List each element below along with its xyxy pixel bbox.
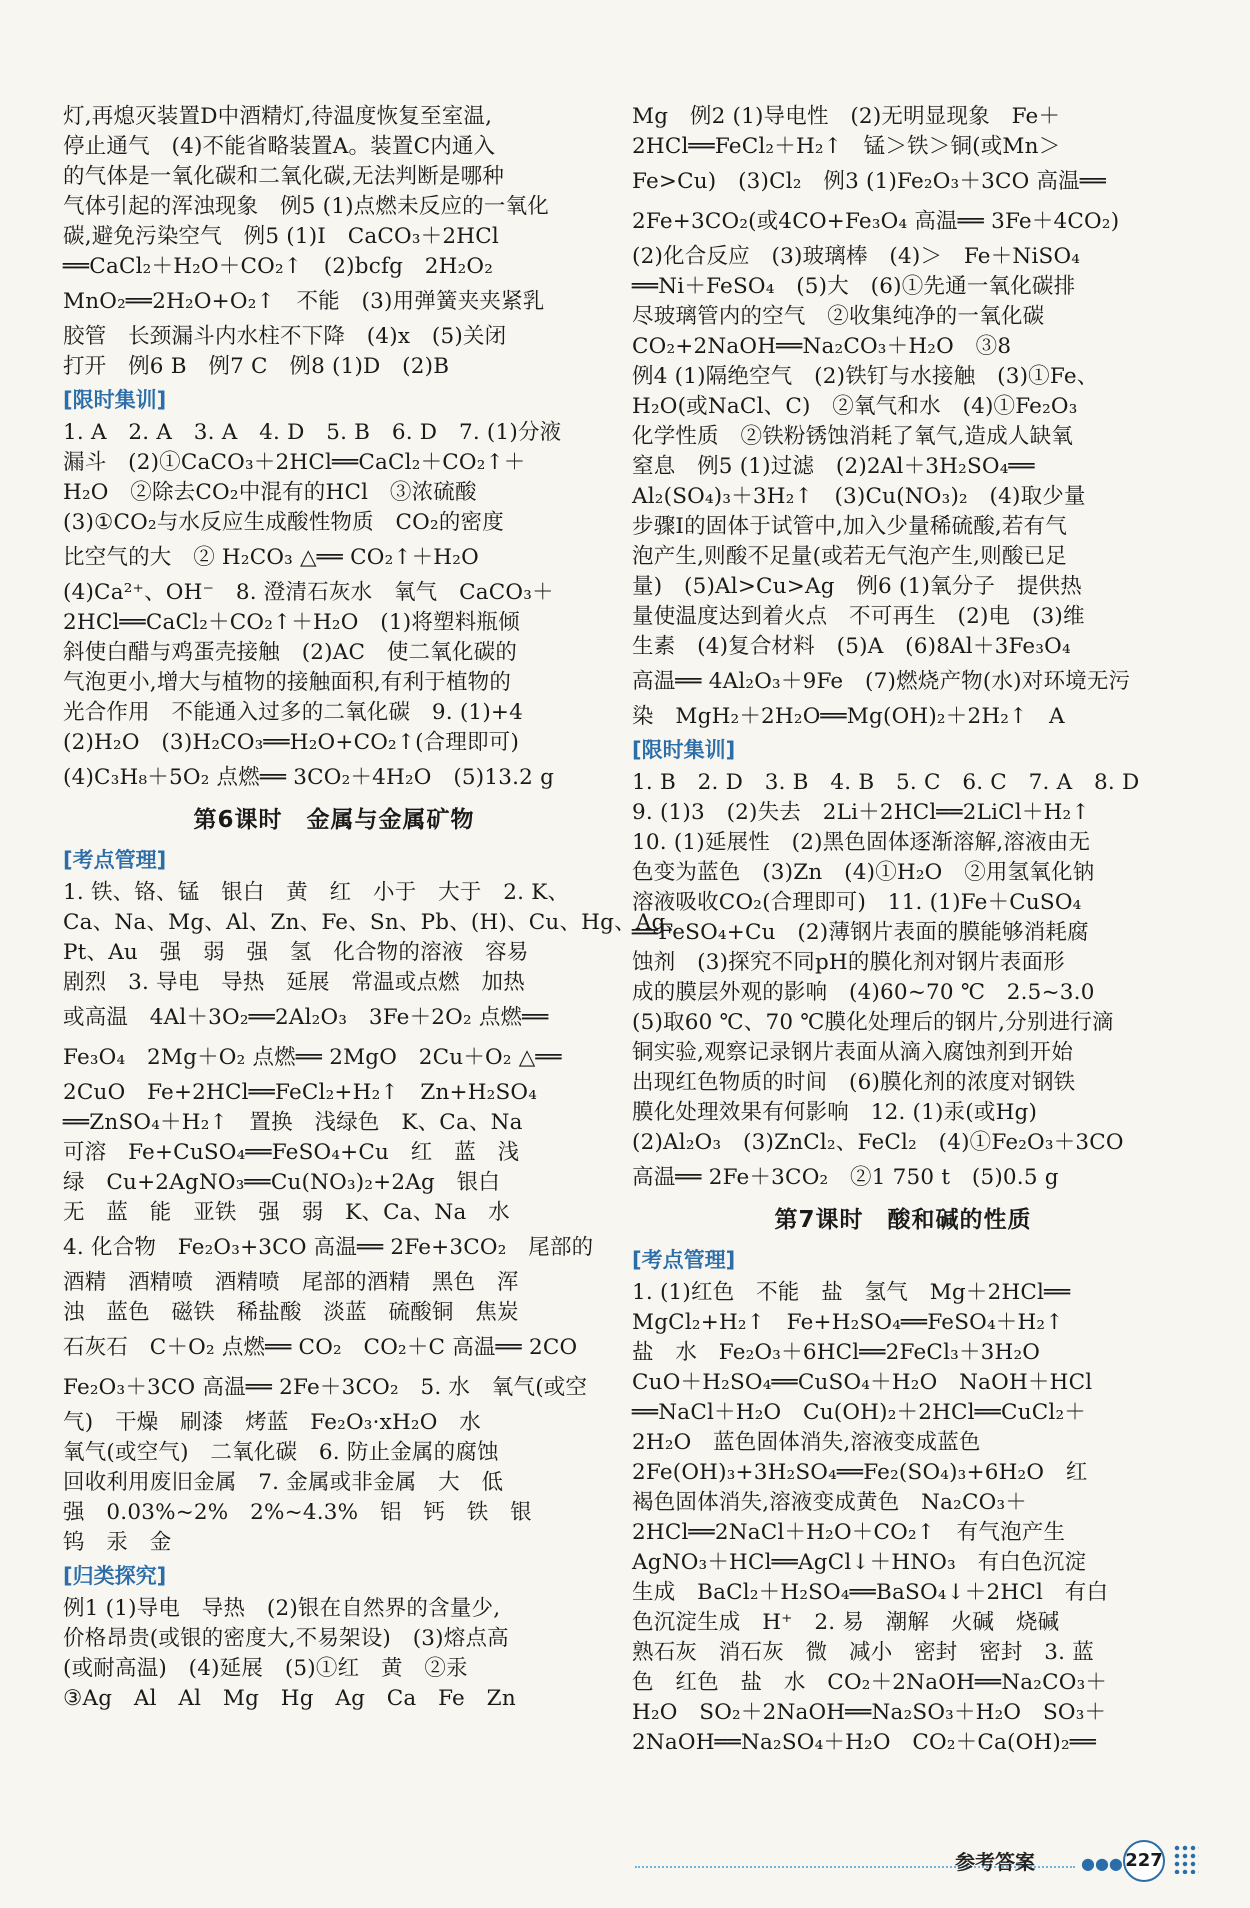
left-block-4 xyxy=(63,1594,605,1714)
text-line: 2CuO Fe+2HCl══FeCl₂+H₂↑ Zn+H₂SO₄ xyxy=(63,1080,538,1105)
text-line: 成的膜层外观的影响 (4)60~70 ℃ 2.5~3.0 xyxy=(632,980,1095,1005)
text-line: 例4 (1)隔绝空气 (2)铁钉与水接触 (3)①Fe、 xyxy=(632,364,1099,389)
text-line: CuO＋H₂SO₄══CuSO₄＋H₂O NaOH＋HCl xyxy=(632,1370,1093,1395)
text-line: ══CaCl₂＋H₂O＋CO₂↑ (2)bcfg 2H₂O₂ xyxy=(63,254,494,279)
text-line: 铜实验,观察记录钢片表面从滴入腐蚀剂到开始 xyxy=(632,1040,1074,1065)
text-line: 剧烈 3. 导电 导热 延展 常温或点燃 加热 xyxy=(63,970,525,995)
text-line: Al₂(SO₄)₃＋3H₂↑ (3)Cu(NO₃)₂ (4)取少量 xyxy=(632,484,1086,509)
text-line: MgCl₂+H₂↑ Fe+H₂SO₄══FeSO₄＋H₂↑ xyxy=(632,1310,1064,1335)
text-line: 溶液吸收CO₂(合理即可) 11. (1)Fe＋CuSO₄ xyxy=(632,890,1082,915)
text-line: 高温══ 2Fe＋3CO₂ ②1 750 t (5)0.5 g xyxy=(632,1165,1059,1190)
text-line: CO₂+2NaOH══Na₂CO₃＋H₂O ③8 xyxy=(632,334,1012,359)
lesson-title: 第6课时 金属与金属矿物 xyxy=(193,807,475,833)
text-line: ══FeSO₄+Cu (2)薄钢片表面的膜能够消耗腐 xyxy=(632,920,1089,945)
text-line: 无 蓝 能 亚铁 强 弱 K、Ca、Na 水 xyxy=(63,1200,510,1225)
text-line: 泡产生,则酸不足量(或若无气泡产生,则酸已足 xyxy=(632,544,1067,569)
text-line: 尽玻璃管内的空气 ②收集纯净的一氧化碳 xyxy=(632,304,1045,329)
text-line: 浊 蓝色 磁铁 稀盐酸 淡蓝 硫酸铜 焦炭 xyxy=(63,1300,519,1325)
left-block-2 xyxy=(63,418,605,798)
section-heading: [考点管理] xyxy=(63,848,167,872)
text-line: 钨 汞 金 xyxy=(63,1530,172,1555)
text-line: MnO₂══2H₂O+O₂↑ 不能 (3)用弹簧夹夹紧乳 xyxy=(63,289,545,314)
text-line: 1. B 2. D 3. B 4. B 5. C 6. C 7. A 8. D xyxy=(632,770,1140,795)
section-heading: [归类探究] xyxy=(63,1564,167,1588)
text-line: 胶管 长颈漏斗内水柱不下降 (4)x (5)关闭 xyxy=(63,324,507,349)
text-line: 2HCl══2NaCl＋H₂O＋CO₂↑ 有气泡产生 xyxy=(632,1520,1066,1545)
text-line: 染 MgH₂＋2H₂O══Mg(OH)₂＋2H₂↑ A xyxy=(632,704,1065,729)
text-line: 比空气的大 ② H₂CO₃ △══ CO₂↑＋H₂O xyxy=(63,545,479,570)
text-line: 熟石灰 消石灰 微 减小 密封 密封 3. 蓝 xyxy=(632,1640,1094,1665)
text-line: 强 0.03%~2% 2%~4.3% 铝 钙 铁 银 xyxy=(63,1500,532,1525)
text-line: Fe₂O₃＋3CO 高温══ 2Fe＋3CO₂ 5. 水 氧气(或空 xyxy=(63,1375,588,1400)
text-line: 气) 干燥 刷漆 烤蓝 Fe₂O₃·xH₂O 水 xyxy=(63,1410,481,1435)
text-line: 停止通气 (4)不能省略装置A。装置C内通入 xyxy=(63,134,496,159)
text-line: 10. (1)延展性 (2)黑色固体逐渐溶解,溶液由无 xyxy=(632,830,1091,855)
section-heading: [考点管理] xyxy=(632,1248,736,1272)
text-line: 光合作用 不能通入过多的二氧化碳 9. (1)+4 xyxy=(63,700,523,725)
text-line: 步骤Ⅰ的固体于试管中,加入少量稀硫酸,若有气 xyxy=(632,514,1068,539)
text-line: (2)H₂O (3)H₂CO₃══H₂O+CO₂↑(合理即可) xyxy=(63,730,520,755)
text-line: AgNO₃＋HCl══AgCl↓＋HNO₃ 有白色沉淀 xyxy=(632,1550,1087,1575)
text-line: 酒精 酒精喷 酒精喷 尾部的酒精 黑色 浑 xyxy=(63,1270,519,1295)
text-line: 膜化处理效果有何影响 12. (1)汞(或Hg) xyxy=(632,1100,1038,1125)
lesson-title: 第7课时 酸和碱的性质 xyxy=(774,1207,1032,1233)
text-line: 的气体是一氧化碳和二氧化碳,无法判断是哪种 xyxy=(63,164,505,189)
dot-grid-icon xyxy=(1173,1844,1199,1874)
text-line: 化学性质 ②铁粉锈蚀消耗了氧气,造成人缺氧 xyxy=(632,424,1074,449)
right-block-2 xyxy=(632,768,1174,1198)
text-line: (3)①CO₂与水反应生成酸性物质 CO₂的密度 xyxy=(63,510,504,535)
text-line: 2NaOH══Na₂SO₄＋H₂O CO₂＋Ca(OH)₂══ xyxy=(632,1730,1097,1755)
text-line: (2)化合反应 (3)玻璃棒 (4)＞ Fe＋NiSO₄ xyxy=(632,244,1081,269)
text-line: 蚀剂 (3)探究不同pH的膜化剂对钢片表面形 xyxy=(632,950,1065,975)
text-line: 绿 Cu+2AgNO₃══Cu(NO₃)₂+2Ag 银白 xyxy=(63,1170,501,1195)
text-line: 色变为蓝色 (3)Zn (4)①H₂O ②用氢氧化钠 xyxy=(632,860,1095,885)
text-line: 2Fe(OH)₃+3H₂SO₄══Fe₂(SO₄)₃+6H₂O 红 xyxy=(632,1460,1088,1485)
text-line: 2HCl══FeCl₂＋H₂↑ 锰＞铁＞铜(或Mn＞ xyxy=(632,134,1061,159)
right-block-3 xyxy=(632,1278,1174,1758)
footer-label: 参考答案 xyxy=(955,1850,1035,1874)
text-line: 石灰石 C＋O₂ 点燃══ CO₂ CO₂＋C 高温══ 2CO xyxy=(63,1335,578,1360)
left-column xyxy=(63,102,688,1714)
text-line: (4)C₃H₈＋5O₂ 点燃══ 3CO₂＋4H₂O (5)13.2 g xyxy=(63,765,555,790)
text-line: Fe₃O₄ 2Mg＋O₂ 点燃══ 2MgO 2Cu＋O₂ △══ xyxy=(63,1045,562,1070)
text-line: ══NaCl＋H₂O Cu(OH)₂＋2HCl══CuCl₂＋ xyxy=(632,1400,1086,1425)
text-line: 可溶 Fe+CuSO₄══FeSO₄+Cu 红 蓝 浅 xyxy=(63,1140,520,1165)
text-line: Mg 例2 (1)导电性 (2)无明显现象 Fe＋ xyxy=(632,104,1061,129)
text-line: 9. (1)3 (2)失去 2Li＋2HCl══2LiCl＋H₂↑ xyxy=(632,800,1090,825)
text-line: 斜使白醋与鸡蛋壳接触 (2)AC 使二氧化碳的 xyxy=(63,640,518,665)
text-line: 1. 铁、铬、锰 银白 黄 红 小于 大于 2. K、 xyxy=(63,880,570,905)
text-line: 出现红色物质的时间 (6)膜化剂的浓度对钢铁 xyxy=(632,1070,1076,1095)
text-line: 2Fe+3CO₂(或4CO+Fe₃O₄ 高温══ 3Fe＋4CO₂) xyxy=(632,209,1120,234)
text-line: 褐色固体消失,溶液变成黄色 Na₂CO₃＋ xyxy=(632,1490,1027,1515)
text-line: 色 红色 盐 水 CO₂＋2NaOH══Na₂CO₃＋ xyxy=(632,1670,1108,1695)
text-line: 氧气(或空气) 二氧化碳 6. 防止金属的腐蚀 xyxy=(63,1440,499,1465)
text-line: Fe>Cu) (3)Cl₂ 例3 (1)Fe₂O₃＋3CO 高温══ xyxy=(632,169,1107,194)
text-line: (4)Ca²⁺、OH⁻ 8. 澄清石灰水 氧气 CaCO₃＋ xyxy=(63,580,554,605)
text-line: 气泡更小,增大与植物的接触面积,有利于植物的 xyxy=(63,670,512,695)
right-block-1 xyxy=(632,102,1174,732)
text-line: 窒息 例5 (1)过滤 (2)2Al＋3H₂SO₄══ xyxy=(632,454,1035,479)
text-line: 灯,再熄灭装置D中酒精灯,待温度恢复至室温, xyxy=(63,104,493,129)
text-line: 生成 BaCl₂＋H₂SO₄══BaSO₄↓＋2HCl 有白 xyxy=(632,1580,1109,1605)
section-heading: [限时集训] xyxy=(63,388,167,412)
text-line: 量) (5)Al>Cu>Ag 例6 (1)氧分子 提供热 xyxy=(632,574,1082,599)
text-line: 量使温度达到着火点 不可再生 (2)电 (3)维 xyxy=(632,604,1085,629)
text-line: H₂O(或NaCl、C) ②氧气和水 (4)①Fe₂O₃ xyxy=(632,394,1078,419)
text-line: Pt、Au 强 弱 强 氢 化合物的溶液 容易 xyxy=(63,940,529,965)
text-line: 4. 化合物 Fe₂O₃+3CO 高温══ 2Fe+3CO₂ 尾部的 xyxy=(63,1235,594,1260)
text-line: 碳,避免污染空气 例5 (1)Ⅰ CaCO₃＋2HCl xyxy=(63,224,499,249)
page-footer xyxy=(635,1840,1225,1880)
text-line: H₂O ②除去CO₂中混有的HCl ③浓硫酸 xyxy=(63,480,477,505)
text-line: Ca、Na、Mg、Al、Zn、Fe、Sn、Pb、(H)、Cu、Hg、Ag、 xyxy=(63,910,688,935)
text-line: 回收利用废旧金属 7. 金属或非金属 大 低 xyxy=(63,1470,504,1495)
text-line: 漏斗 (2)①CaCO₃＋2HCl══CaCl₂＋CO₂↑＋ xyxy=(63,450,526,475)
text-line: ③Ag Al Al Mg Hg Ag Ca Fe Zn xyxy=(63,1686,516,1711)
text-line: 或高温 4Al＋3O₂══2Al₂O₃ 3Fe＋2O₂ 点燃══ xyxy=(63,1005,549,1030)
text-line: 气体引起的浑浊现象 例5 (1)点燃未反应的一氧化 xyxy=(63,194,549,219)
text-line: 2HCl══CaCl₂＋CO₂↑＋H₂O (1)将塑料瓶倾 xyxy=(63,610,520,635)
section-heading: [限时集训] xyxy=(632,738,736,762)
text-line: 2H₂O 蓝色固体消失,溶液变成蓝色 xyxy=(632,1430,981,1455)
text-line: H₂O SO₂＋2NaOH══Na₂SO₃＋H₂O SO₃＋ xyxy=(632,1700,1107,1725)
text-line: 1. A 2. A 3. A 4. D 5. B 6. D 7. (1)分液 xyxy=(63,420,562,445)
footer-arrow-icon: ●●● xyxy=(1081,1854,1123,1873)
text-line: 生素 (4)复合材料 (5)A (6)8Al＋3Fe₃O₄ xyxy=(632,634,1071,659)
text-line: 价格昂贵(或银的密度大,不易架设) (3)熔点高 xyxy=(63,1626,509,1651)
text-line: 1. (1)红色 不能 盐 氢气 Mg＋2HCl══ xyxy=(632,1280,1071,1305)
page-number: 227 xyxy=(1123,1840,1165,1882)
text-line: (2)Al₂O₃ (3)ZnCl₂、FeCl₂ (4)①Fe₂O₃＋3CO xyxy=(632,1130,1124,1155)
text-line: (或耐高温) (4)延展 (5)①红 黄 ②汞 xyxy=(63,1656,468,1681)
left-block-1 xyxy=(63,102,605,382)
text-line: ══ZnSO₄＋H₂↑ 置换 浅绿色 K、Ca、Na xyxy=(63,1110,523,1135)
text-line: 色沉淀生成 H⁺ 2. 易 潮解 火碱 烧碱 xyxy=(632,1610,1060,1635)
text-line: (5)取60 ℃、70 ℃膜化处理后的钢片,分别进行滴 xyxy=(632,1010,1114,1035)
text-line: 高温══ 4Al₂O₃＋9Fe (7)燃烧产物(水)对环境无污 xyxy=(632,669,1131,694)
right-column xyxy=(632,102,1174,1758)
text-line: 盐 水 Fe₂O₃＋6HCl══2FeCl₃＋3H₂O xyxy=(632,1340,1041,1365)
text-line: ══Ni＋FeSO₄ (5)大 (6)①先通一氧化碳排 xyxy=(632,274,1076,299)
text-line: 例1 (1)导电 导热 (2)银在自然界的含量少, xyxy=(63,1596,501,1621)
text-line: 打开 例6 B 例7 C 例8 (1)D (2)B xyxy=(63,354,450,379)
